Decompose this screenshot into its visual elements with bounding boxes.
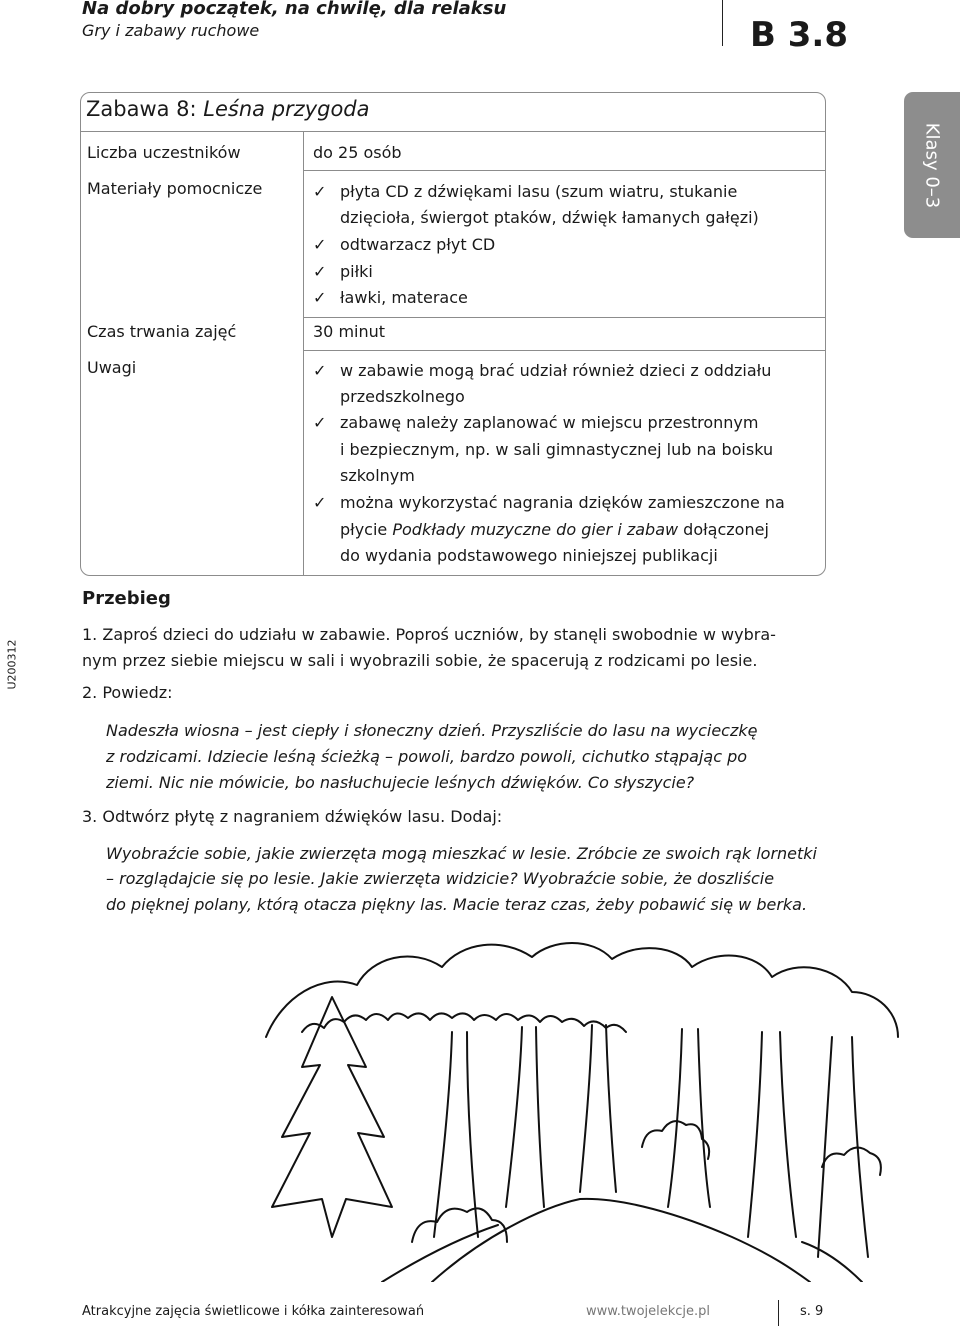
tree-trunk (506, 1027, 522, 1207)
forest-illustration (262, 937, 902, 1282)
box-column-divider (303, 131, 304, 576)
check-icon: ✓ (313, 182, 327, 201)
row-divider (303, 170, 826, 171)
tree-trunk (748, 1032, 762, 1237)
footer-title: Atrakcyjne zajęcia świetlicowe i kółka zainteresowań (82, 1304, 425, 1319)
tree-trunk (467, 1032, 478, 1237)
header-divider (722, 0, 723, 46)
pine-tree (272, 997, 392, 1237)
side-code-wrap (0, 640, 28, 688)
header-title: Na dobry początek, na chwilę, dla relaksu (82, 0, 507, 19)
footer-divider (778, 1300, 779, 1326)
canopy-scallops (302, 1013, 626, 1032)
row-label-participants: Liczba uczestników (87, 143, 241, 162)
forest-path-edge (382, 1225, 498, 1282)
footer-url[interactable]: www.twojelekcje.pl (586, 1304, 711, 1319)
speech-line: do pięknej polany, którą otacza piękny las. Macie teraz czas, żeby pobawić się w berka. (106, 895, 808, 914)
tree-trunk (606, 1025, 616, 1192)
side-code: U200312 (5, 638, 19, 690)
step-1-line: 1. Zaproś dzieci do udziału w zabawie. Poproś uczniów, by stanęli swobodnie w wybra- (82, 625, 776, 644)
section-heading: Przebieg (82, 588, 171, 609)
game-title-name: Leśna przygoda (203, 97, 370, 121)
speech-line: ziemi. Nic nie mówicie, bo nasłuchujecie leśnych dźwięków. Co słyszycie? (106, 773, 695, 792)
bush (822, 1147, 881, 1175)
forest-path-edge (802, 1242, 862, 1282)
row-divider (303, 317, 826, 318)
speech-line: Nadeszła wiosna – jest ciepły i słoneczny dzień. Przyszliście do lasu na wycieczkę (106, 721, 758, 740)
row-value-participants: do 25 osób (313, 143, 402, 162)
row-label-materials: Materiały pomocnicze (87, 179, 263, 198)
row-label-duration: Czas trwania zajęć (87, 322, 237, 341)
tree-trunk (580, 1025, 592, 1192)
game-title (86, 97, 370, 121)
box-divider (80, 131, 826, 132)
tree-trunk (668, 1029, 682, 1207)
speech-line: – rozglądajcie się po lesie. Jakie zwierzęta widzicie? Wyobraźcie sobie, że doszliście (106, 869, 775, 888)
speech-line: z rodzicami. Idziecie leśną ścieżką – powoli, bardzo powoli, cichutko stąpając po (106, 747, 748, 766)
tree-trunk (536, 1027, 544, 1207)
row-divider (303, 350, 826, 351)
tree-trunk (698, 1029, 710, 1207)
speech-line: Wyobraźcie sobie, jakie zwierzęta mogą mieszkać w lesie. Zróbcie ze swoich rąk lornetki (106, 844, 817, 863)
check-icon: ✓ (313, 288, 327, 307)
step-1-line: nym przez siebie miejscu w sali i wyobrazili sobie, że spacerują z rodzicami po lesie. (82, 651, 758, 670)
row-value-duration: 30 minut (313, 322, 386, 341)
check-icon: ✓ (313, 361, 327, 380)
tree-trunk (818, 1037, 832, 1257)
grade-tab-label: Klasy 0–3 (921, 122, 943, 208)
tree-trunk (434, 1032, 452, 1237)
check-icon: ✓ (313, 262, 327, 281)
page-number: s. 9 (800, 1304, 824, 1319)
check-icon: ✓ (313, 413, 327, 432)
check-icon: ✓ (313, 235, 327, 254)
forest-path (432, 1199, 810, 1282)
tree-trunk (780, 1032, 796, 1237)
check-icon: ✓ (313, 493, 327, 512)
row-label-notes: Uwagi (87, 358, 137, 377)
album-title: Podkłady muzyczne do gier i zabaw (392, 520, 679, 539)
grade-tab-label-wrap (904, 92, 960, 238)
step-3: 3. Odtwórz płytę z nagraniem dźwięków lasu. Dodaj: (82, 807, 503, 826)
game-title-prefix: Zabawa 8: (86, 97, 204, 121)
step-2: 2. Powiedz: (82, 683, 173, 702)
section-code: B 3.8 (750, 15, 848, 55)
header-subtitle: Gry i zabawy ruchowe (82, 21, 260, 40)
